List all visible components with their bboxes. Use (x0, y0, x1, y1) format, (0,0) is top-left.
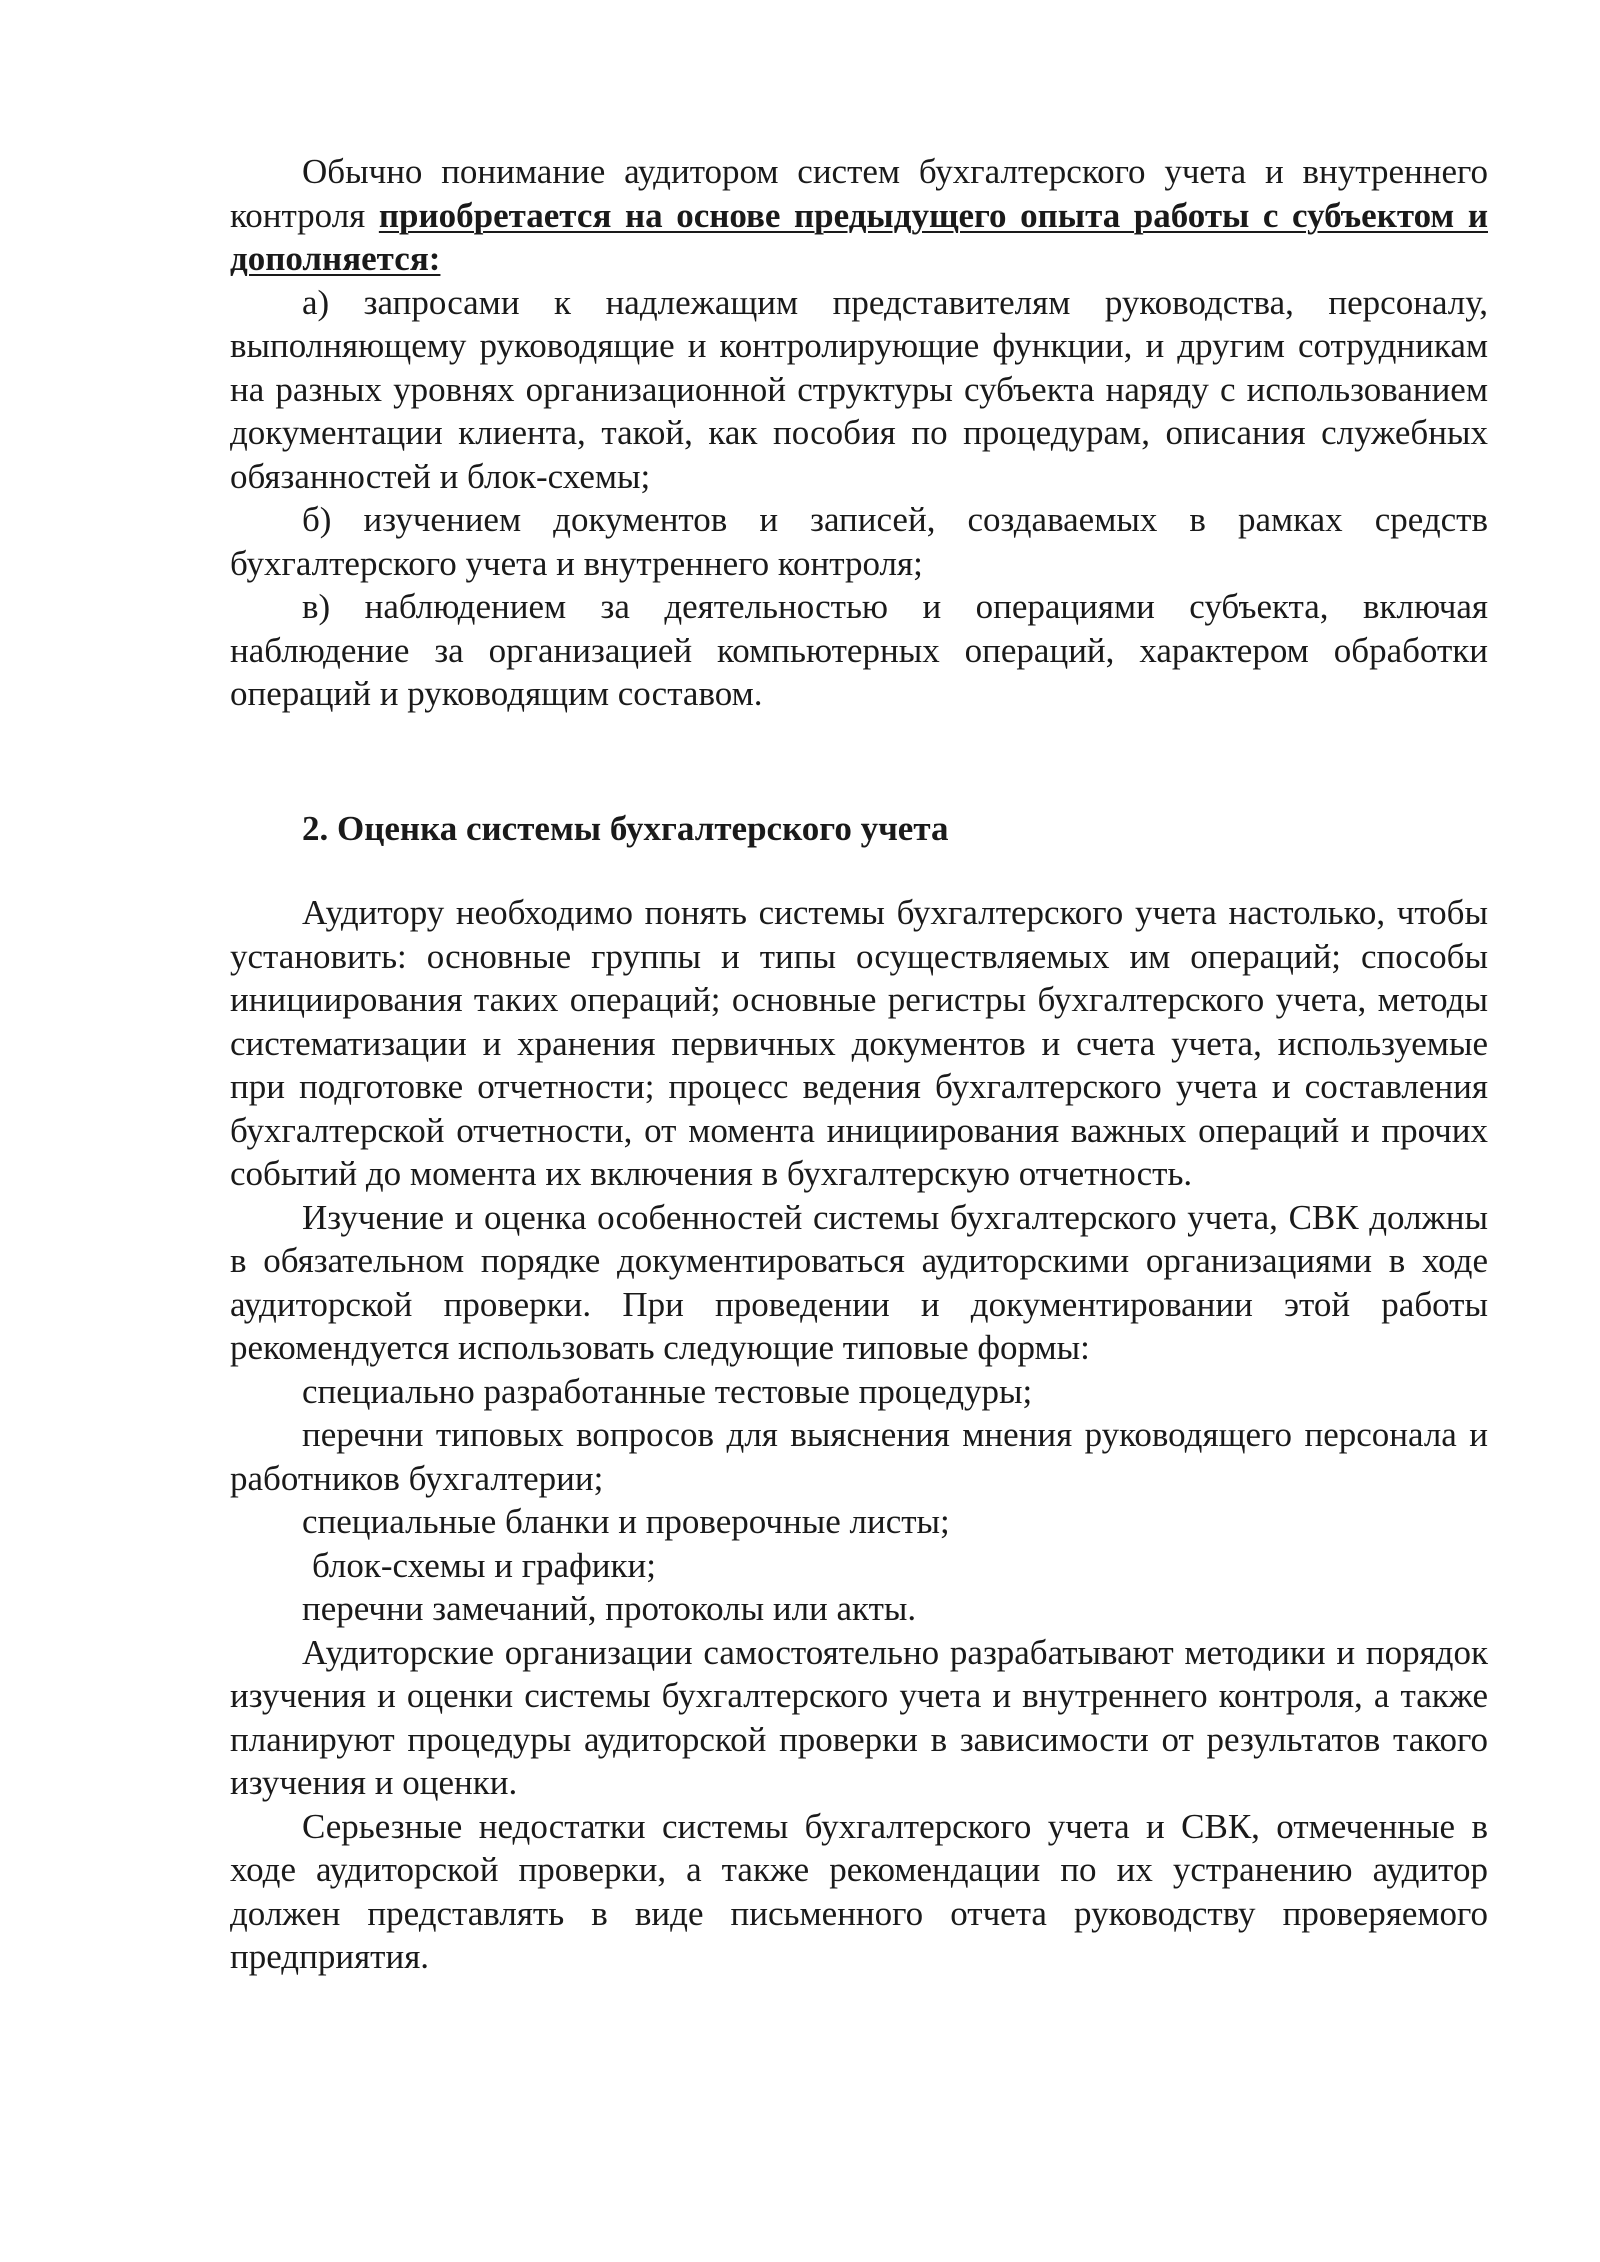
body-paragraph: Изучение и оценка особенностей системы бухгалтерского учета, СВК должны в обязательном порядке документироваться аудиторскими организациями в ходе аудиторской проверки. При проведении и документировании этой работы рекомендуется использовать следующие типовые формы: (230, 1197, 1488, 1367)
intro-item-b: б) изучением документов и записей, создаваемых в рамках средств бухгалтерского учета и внутреннего контроля; (230, 500, 1488, 583)
form-list-item: перечни типовых вопросов для выяснения мнения руководящего персонала и работников бухгалтерии; (230, 1415, 1488, 1498)
closing-paragraph: Серьезные недостатки системы бухгалтерского учета и СВК, отмеченные в ходе аудиторской проверки, а также рекомендации по их устранению аудитор должен представлять в виде письменного отчета руководству проверяемого предприятия. (230, 1806, 1488, 1976)
form-list-item: специально разработанные тестовые процедуры; (302, 1371, 1033, 1411)
section-body (230, 891, 1488, 1979)
intro-paragraph (230, 150, 1488, 281)
document-page (230, 150, 1488, 1979)
intro-item-a: а) запросами к надлежащим представителям руководства, персоналу, выполняющему руководящие и контролирующие функции, и другим сотрудникам на разных уровнях организационной структуры субъекта наряду с использованием документации клиента, такой, как пособия по процедурам, описания служебных обязанностей и блок-схемы; (230, 282, 1488, 496)
closing-paragraph: Аудиторские организации самостоятельно разрабатывают методики и порядок изучения и оценки системы бухгалтерского учета и внутреннего контроля, а также планируют процедуры аудиторской проверки в зависимости от результатов такого изучения и оценки. (230, 1632, 1488, 1802)
intro-emphasis: приобретается на основе предыдущего опыта работы с субъектом и дополняется: (230, 195, 1488, 278)
intro-item-c: в) наблюдением за деятельностью и операциями субъекта, включая наблюдение за организацией компьютерных операций, характером обработки операций и руководящим составом. (230, 587, 1488, 713)
form-list-item: перечни замечаний, протоколы или акты. (302, 1589, 917, 1628)
body-paragraph: Аудитору необходимо понять системы бухгалтерского учета настолько, чтобы установить: основные группы и типы осуществляемых им операций; способы инициирования таких операций; основные регистры бухгалтерского учета, методы систематизации и хранения первичных документов и счета учета, используемые при подготовке отчетности; процесс ведения бухгалтерского учета и составления бухгалтерской отчетности, от момента инициирования важных операций и прочих событий до момента их включения в бухгалтерскую отчетность. (230, 893, 1488, 1193)
form-list-item: блок-схемы и графики; (312, 1545, 656, 1585)
section-heading: 2. Оценка системы бухгалтерского учета (302, 808, 949, 848)
intro-lead: Обычно понимание аудитором систем бухгалтерского учета и внутреннего контроля (230, 152, 1488, 235)
form-list-item: специальные бланки и проверочные листы; (302, 1502, 950, 1541)
